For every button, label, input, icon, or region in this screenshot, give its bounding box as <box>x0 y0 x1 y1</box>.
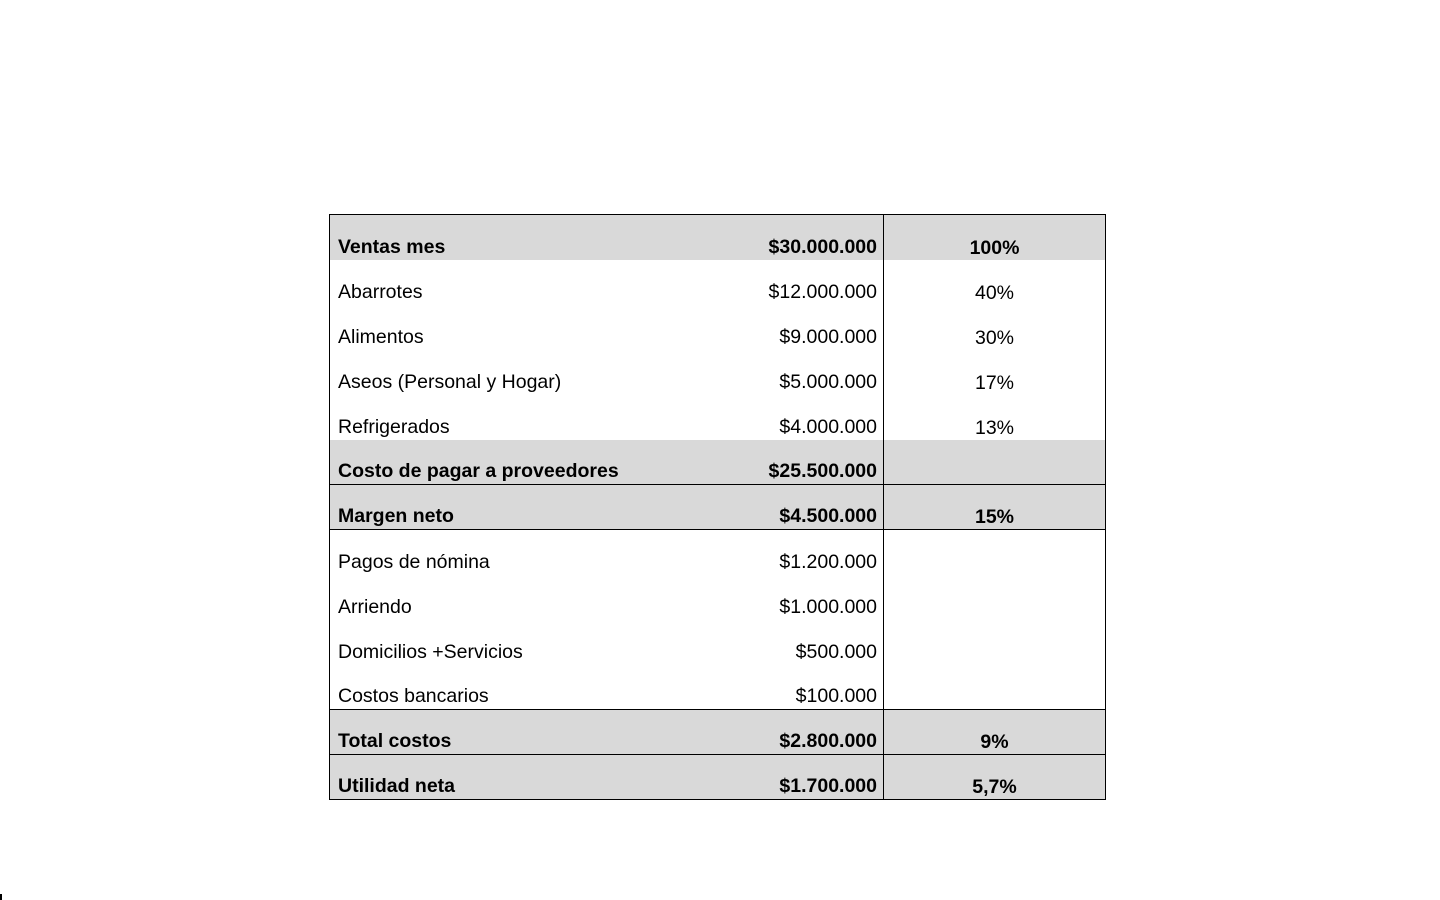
row-amount: $100.000 <box>724 665 884 710</box>
row-domicilios-servicios <box>330 620 1106 665</box>
row-percent <box>884 530 1106 575</box>
edge-mark <box>0 894 2 900</box>
row-amount: $30.000.000 <box>724 215 884 260</box>
row-label: Domicilios +Servicios <box>338 640 523 663</box>
row-amount: $1.200.000 <box>724 530 884 575</box>
row-pagos-nomina <box>330 530 1106 575</box>
row-label: Refrigerados <box>338 415 450 438</box>
row-amount: $2.800.000 <box>724 710 884 755</box>
row-amount: $4.500.000 <box>724 485 884 530</box>
row-label: Utilidad neta <box>330 755 724 800</box>
row-margen-neto <box>330 485 1106 530</box>
row-percent: 9% <box>884 710 1106 755</box>
row-amount: $4.000.000 <box>724 395 884 440</box>
row-label: Costo de pagar a proveedores <box>338 460 619 482</box>
financial-summary-table <box>329 214 1106 800</box>
row-total-costos <box>330 710 1106 755</box>
row-percent: 100% <box>969 236 1020 259</box>
row-label: Abarrotes <box>338 280 423 303</box>
row-amount: $12.000.000 <box>724 260 884 305</box>
row-percent <box>884 620 1106 665</box>
row-label: Total costos <box>330 710 724 755</box>
row-amount: $1.700.000 <box>724 755 884 800</box>
row-label: Arriendo <box>338 595 412 618</box>
row-percent: 15% <box>884 485 1106 530</box>
row-amount: $9.000.000 <box>724 305 884 350</box>
row-amount: $5.000.000 <box>724 350 884 395</box>
row-percent: 30% <box>974 326 1015 349</box>
row-label: Pagos de nómina <box>330 530 724 575</box>
row-label: Ventas mes <box>338 235 446 258</box>
row-amount: $25.500.000 <box>724 440 884 485</box>
row-percent <box>884 665 1106 710</box>
row-aseos <box>330 350 1106 395</box>
row-label: Margen neto <box>330 485 724 530</box>
row-costos-bancarios <box>330 665 1106 710</box>
row-utilidad-neta <box>330 755 1106 800</box>
row-ventas-mes <box>330 215 1106 260</box>
row-costo-proveedores <box>330 440 1106 485</box>
row-label: Aseos (Personal y Hogar) <box>338 370 562 393</box>
row-amount: $1.000.000 <box>724 575 884 620</box>
row-refrigerados <box>330 395 1106 440</box>
row-percent <box>884 575 1106 620</box>
row-abarrotes <box>330 260 1106 305</box>
row-label: Costos bancarios <box>338 685 489 707</box>
row-percent <box>884 440 1106 485</box>
row-alimentos <box>330 305 1106 350</box>
row-percent: 40% <box>974 281 1015 304</box>
row-label: Alimentos <box>338 325 424 348</box>
row-arriendo <box>330 575 1106 620</box>
row-percent: 5,7% <box>884 755 1106 800</box>
row-percent: 17% <box>974 371 1015 394</box>
row-amount: $500.000 <box>724 620 884 665</box>
row-percent: 13% <box>974 416 1015 439</box>
